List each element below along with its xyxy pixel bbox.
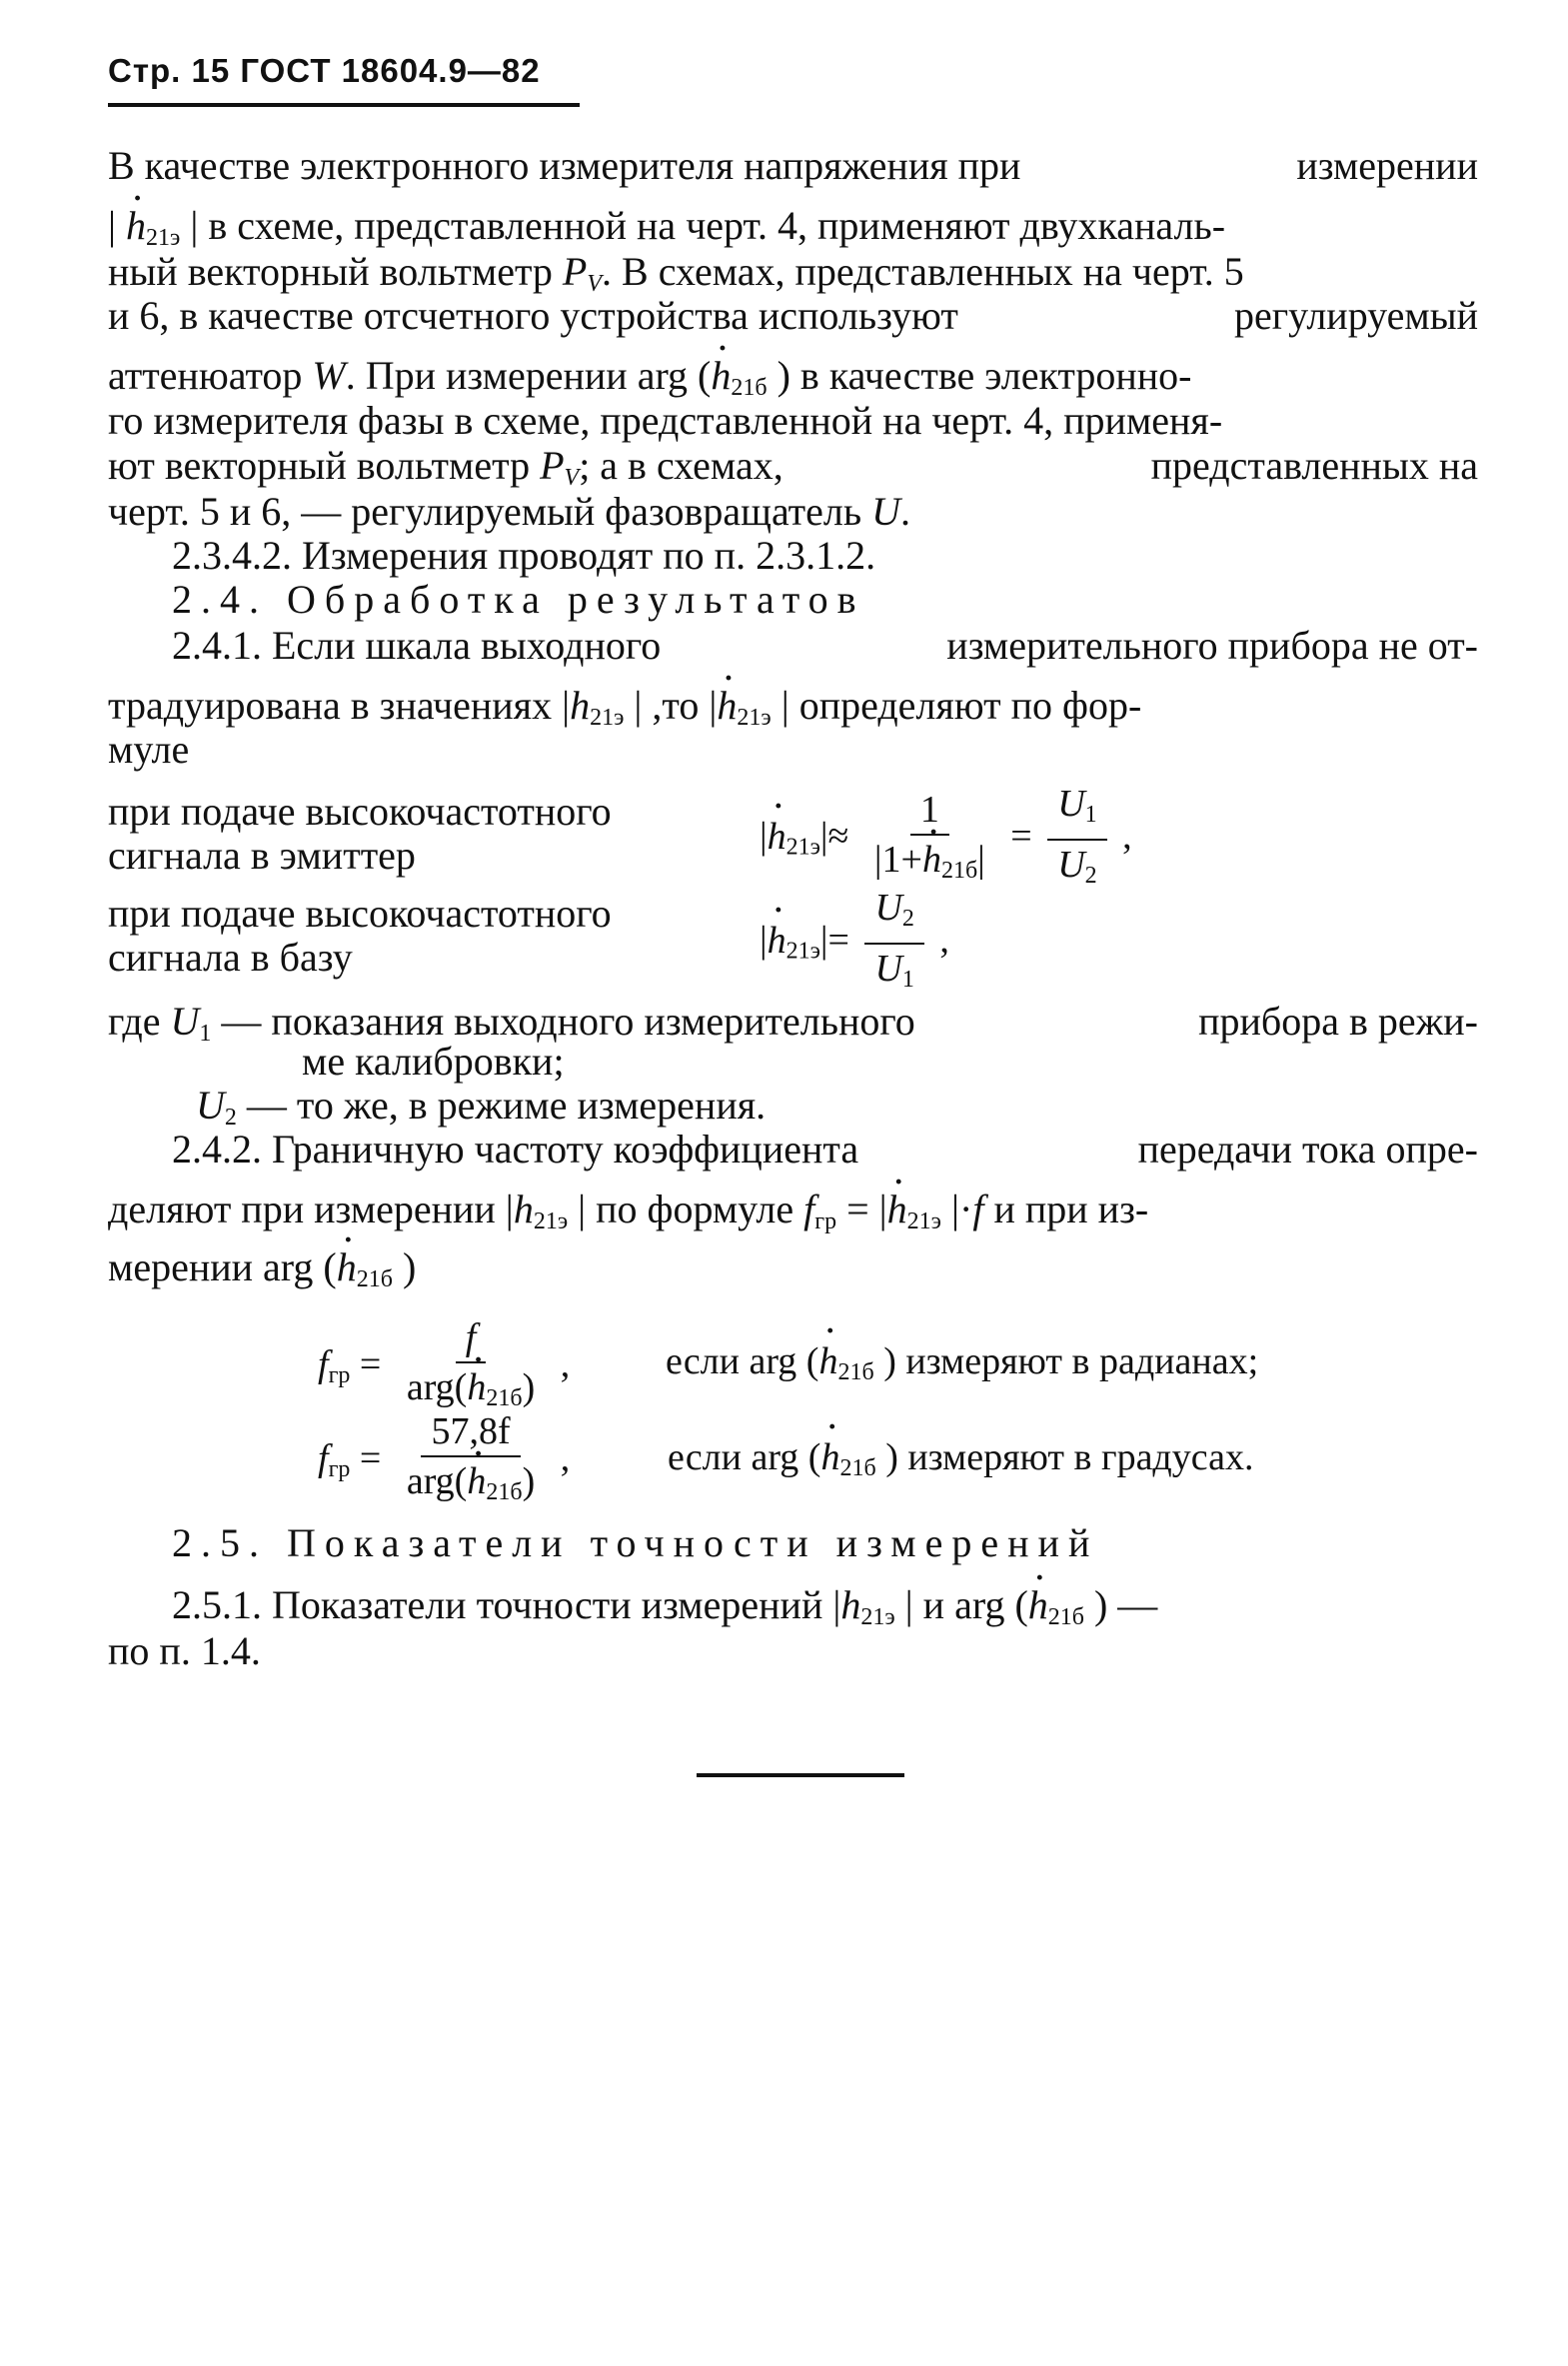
text-fragment: , bbox=[1122, 815, 1132, 858]
page-header: Стр. 15 ГОСТ 18604.9—82 bbox=[108, 52, 541, 89]
text-fragment: ) в качестве электронно- bbox=[777, 353, 1192, 398]
paragraph-line: го измерителя фазы в схеме, представленной на черт. 4, применя- bbox=[108, 398, 1223, 443]
subscript: 21б bbox=[1047, 1604, 1084, 1630]
numerator: f bbox=[456, 1317, 487, 1363]
symbol: f bbox=[972, 1186, 984, 1231]
text-fragment: | определяют по фор- bbox=[781, 683, 1142, 728]
abs-bar: | bbox=[760, 919, 768, 962]
paragraph-line bbox=[108, 490, 1478, 534]
paragraph-line: ме калибровки; bbox=[302, 1039, 565, 1084]
formula-3 bbox=[318, 1317, 570, 1418]
subscript: 21э bbox=[860, 1604, 895, 1630]
h-parameter-symbol: · h bbox=[711, 353, 731, 398]
text-fragment: деляют при измерении | bbox=[108, 1186, 514, 1231]
subscript: 21э bbox=[785, 834, 820, 861]
text-fragment: 2.5.1. Показатели точности измерений | bbox=[172, 1582, 841, 1627]
text-fragment: = | bbox=[846, 1186, 887, 1231]
subscript: 21э bbox=[785, 938, 820, 965]
formula-2 bbox=[760, 888, 949, 1000]
symbol: f bbox=[318, 1343, 329, 1386]
text-fragment: передачи тока опре- bbox=[1137, 1127, 1478, 1172]
denominator: $|1+\cdot h_{21б}|$ bbox=[864, 836, 995, 891]
subscript: 21б bbox=[731, 375, 768, 401]
symbol: U bbox=[170, 999, 200, 1044]
text-fragment: , bbox=[560, 1437, 571, 1480]
text-fragment: где bbox=[108, 999, 161, 1044]
symbol: P bbox=[562, 249, 588, 294]
text-fragment: |= bbox=[819, 919, 849, 962]
text-fragment: |· bbox=[950, 1186, 973, 1231]
end-rule bbox=[697, 1773, 904, 1777]
abs-bar: | bbox=[108, 203, 117, 248]
paragraph-line bbox=[108, 1187, 1478, 1243]
paragraph-line bbox=[108, 294, 1478, 338]
fraction bbox=[864, 790, 995, 891]
text-fragment: ный векторный вольтметр bbox=[108, 249, 553, 294]
denominator: $arg(\cdot h_{21б})$ bbox=[397, 1457, 545, 1512]
h-parameter-symbol: · h bbox=[717, 683, 737, 728]
symbol: W bbox=[312, 353, 346, 398]
paragraph-line bbox=[108, 144, 1478, 188]
paragraph-line: по п. 1.4. bbox=[108, 1628, 261, 1673]
fraction bbox=[864, 888, 923, 1000]
text-fragment: = bbox=[359, 1437, 382, 1480]
text-fragment: . В схемах, представленных на черт. 5 bbox=[602, 249, 1244, 294]
subscript: 21э bbox=[906, 1208, 941, 1234]
symbol: U bbox=[871, 489, 901, 534]
text-fragment: | и arg ( bbox=[904, 1582, 1028, 1627]
denominator: $U_2$ bbox=[1057, 844, 1097, 889]
h-parameter-symbol: · h bbox=[337, 1244, 357, 1289]
subscript: 21б bbox=[839, 1455, 876, 1481]
subscript: гр bbox=[328, 1456, 351, 1483]
subscript: V bbox=[587, 271, 603, 297]
subscript: гр bbox=[328, 1362, 351, 1389]
subscript: 21э bbox=[533, 1208, 569, 1234]
text-fragment: и при из- bbox=[993, 1186, 1149, 1231]
h-parameter-symbol: h bbox=[840, 1582, 861, 1627]
text-fragment: ют векторный вольтметр bbox=[108, 443, 531, 488]
text-fragment: , bbox=[939, 919, 949, 962]
h-parameter-symbol: · h bbox=[768, 920, 786, 962]
h-parameter-symbol: · h bbox=[820, 1436, 839, 1478]
h-parameter-symbol: · h bbox=[818, 1340, 837, 1382]
text-fragment: и 6, в качестве отсчетного устройства используют bbox=[108, 293, 958, 338]
paragraph-line bbox=[172, 624, 1478, 668]
text-fragment: ) — bbox=[1093, 1582, 1158, 1627]
formula-3-condition bbox=[666, 1339, 1258, 1386]
subscript: 2 bbox=[224, 1105, 237, 1131]
subscript: 21э bbox=[737, 705, 772, 731]
h-parameter-symbol: h bbox=[570, 683, 591, 728]
symbol: f bbox=[803, 1186, 815, 1231]
clause-2-3-4-2: 2.3.4.2. Измерения проводят по п. 2.3.1.2. bbox=[172, 533, 876, 578]
subscript: V bbox=[564, 465, 580, 491]
text-fragment: черт. 5 и 6, — регулируемый фазовращатель bbox=[108, 489, 862, 534]
section-heading-2-5: 2.5. Показатели точности измерений bbox=[172, 1520, 1099, 1565]
text-fragment: — то же, в режиме измерения. bbox=[246, 1083, 767, 1128]
h-parameter-symbol: · h bbox=[1028, 1582, 1048, 1627]
text-fragment: при подаче высокочастотного bbox=[108, 789, 612, 834]
abs-bar: | bbox=[760, 815, 768, 858]
header-rule bbox=[108, 103, 580, 107]
formula-1 bbox=[760, 784, 1132, 896]
text-fragment: ; а в схемах, bbox=[579, 443, 784, 488]
numerator: 57,8f bbox=[421, 1411, 520, 1457]
text-fragment: прибора в режи- bbox=[1198, 999, 1478, 1044]
paragraph-line bbox=[108, 1245, 1478, 1301]
text-fragment: аттенюатор bbox=[108, 353, 303, 398]
text-fragment: сигнала в эмиттер bbox=[108, 833, 416, 878]
text-fragment: ) измеряют в градусах. bbox=[885, 1436, 1254, 1478]
subscript: 21б bbox=[837, 1359, 874, 1385]
text-fragment: ) bbox=[402, 1244, 417, 1289]
symbol: U bbox=[196, 1083, 225, 1128]
fraction bbox=[1047, 784, 1106, 896]
formula-2-label bbox=[108, 892, 612, 980]
h-parameter-symbol: h bbox=[513, 1186, 534, 1231]
text-fragment: — показания выходного измерительного bbox=[221, 999, 915, 1044]
formula-1-label bbox=[108, 790, 612, 878]
text-fragment: мерении arg ( bbox=[108, 1244, 337, 1289]
text-fragment: В качестве электронного измерителя напряжения при bbox=[108, 143, 1021, 188]
text-fragment: ) измеряют в радианах; bbox=[883, 1340, 1259, 1382]
symbol: P bbox=[540, 443, 565, 488]
h-parameter-symbol: · h bbox=[887, 1186, 907, 1231]
text-fragment: | ,то | bbox=[634, 683, 718, 728]
formula-4-condition bbox=[668, 1435, 1253, 1482]
fraction bbox=[397, 1317, 545, 1418]
paragraph-line bbox=[172, 1128, 1478, 1172]
text-fragment: = bbox=[1010, 815, 1032, 858]
text-fragment: при подаче высокочастотного bbox=[108, 891, 612, 936]
text-fragment: , bbox=[560, 1343, 571, 1386]
formula-4 bbox=[318, 1411, 570, 1512]
numerator: $U_2$ bbox=[864, 888, 923, 945]
text-fragment: если arg ( bbox=[666, 1340, 819, 1382]
text-fragment: сигнала в базу bbox=[108, 935, 353, 980]
fraction bbox=[397, 1411, 545, 1512]
h-parameter-symbol: · h bbox=[126, 203, 146, 248]
text-fragment: . bbox=[900, 489, 911, 534]
paragraph-line: муле bbox=[108, 727, 190, 772]
subscript: 1 bbox=[199, 1021, 212, 1047]
text-fragment: |≈ bbox=[819, 815, 849, 858]
numerator: 1 bbox=[910, 790, 949, 836]
text-fragment: представленных на bbox=[1150, 443, 1478, 488]
text-fragment: . При измерении arg ( bbox=[345, 353, 712, 398]
symbol: f bbox=[318, 1437, 329, 1480]
text-fragment: = bbox=[359, 1343, 382, 1386]
subscript: 21э bbox=[146, 225, 181, 251]
subscript: 21э bbox=[590, 705, 625, 731]
section-heading-2-4: 2.4. Обработка результатов bbox=[172, 577, 865, 622]
text-fragment: регулируемый bbox=[1233, 293, 1478, 338]
text-fragment: | по формуле bbox=[578, 1186, 794, 1231]
denominator: $U_1$ bbox=[874, 948, 914, 993]
text-fragment: если arg ( bbox=[668, 1436, 821, 1478]
text-fragment: измерительного прибора не от- bbox=[946, 623, 1478, 668]
subscript: 21б bbox=[356, 1266, 393, 1292]
text-fragment: 2.4.2. Граничную частоту коэффициента bbox=[172, 1127, 859, 1172]
numerator: $U_1$ bbox=[1047, 784, 1106, 841]
text-fragment: 2.4.1. Если шкала выходного bbox=[172, 623, 662, 668]
h-parameter-symbol: · h bbox=[922, 839, 941, 881]
text-fragment: | в схеме, представленной на черт. 4, применяют двухканаль- bbox=[190, 203, 1226, 248]
h-parameter-symbol: · h bbox=[768, 816, 786, 858]
text-fragment: измерении bbox=[1296, 143, 1478, 188]
denominator: $arg(\cdot h_{21б})$ bbox=[397, 1363, 545, 1418]
text-fragment: традуирована в значениях | bbox=[108, 683, 571, 728]
subscript: гр bbox=[814, 1208, 837, 1234]
